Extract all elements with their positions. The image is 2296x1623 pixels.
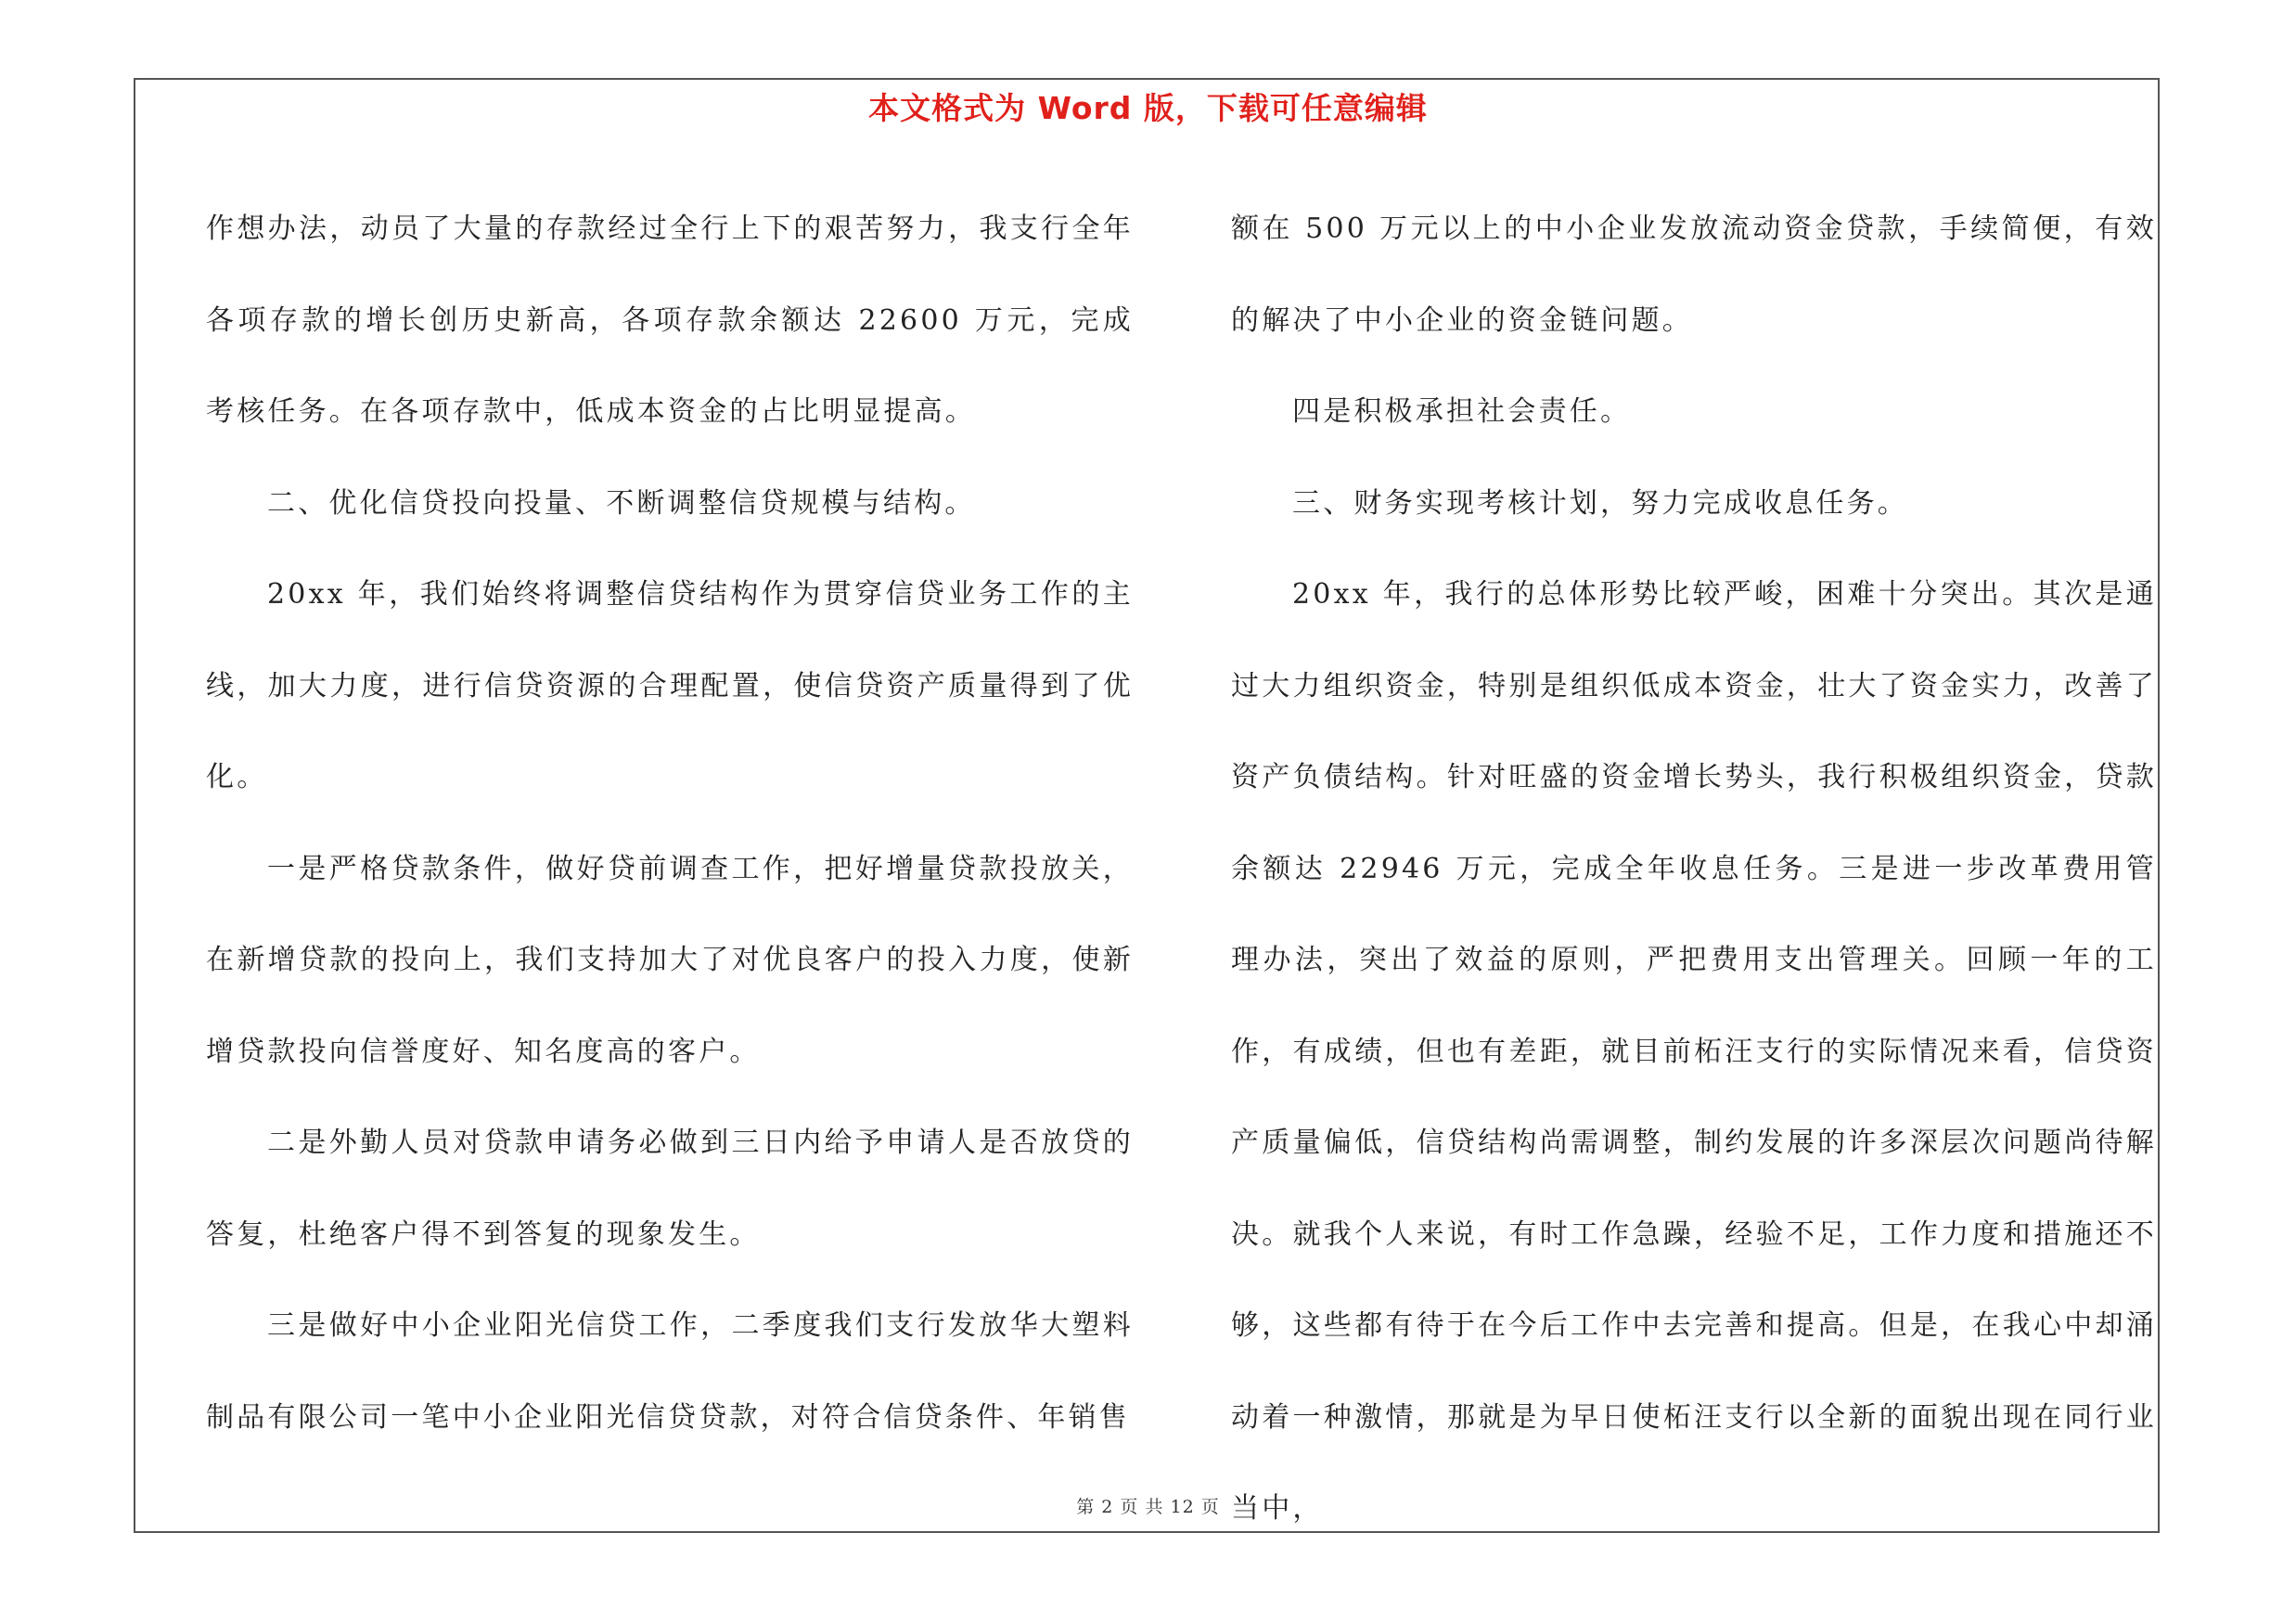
section-heading: 二、优化信贷投向投量、不断调整信贷规模与结构。 [267, 486, 976, 520]
paragraph: 二是外勤人员对贷款申请务必做到三日内给予申请人是否放贷的答复，杜绝客户得不到答复的现象发生。 [206, 1127, 1134, 1251]
paragraph: 20xx 年，我们始终将调整信贷结构作为贯穿信贷业务工作的主线，加大力度，进行信贷资源的合理配置，使信贷资产质量得到了优化。 [206, 578, 1134, 793]
word-format-banner: 本文格式为 Word 版，下载可任意编辑 [868, 90, 1428, 126]
paragraph: 作想办法，动员了大量的存款经过全行上下的艰苦努力，我支行全年各项存款的增长创历史新高，各项存款余额达 22600 万元，完成考核任务。在各项存款中，低成本资金的占比明显提高。 [206, 213, 1134, 428]
page-number-footer: 第 2 页 共 12 页 [1076, 1497, 1220, 1517]
paragraph: 四是积极承担社会责任。 [1292, 395, 1632, 428]
paragraph: 三是做好中小企业阳光信贷工作，二季度我们支行发放华大塑料制品有限公司一笔中小企业阳光信贷贷款，对符合信贷条件、年销售 [206, 1309, 1134, 1434]
paragraph: 额在 500 万元以上的中小企业发放流动资金贷款，手续简便，有效的解决了中小企业的资金链问题。 [1231, 213, 2157, 337]
left-text-column [206, 184, 1134, 1463]
paragraph: 一是严格贷款条件，做好贷前调查工作，把好增量贷款投放关，在新增贷款的投向上，我们支持加大了对优良客户的投入力度，使新增贷款投向信誉度好、知名度高的客户。 [206, 852, 1134, 1068]
right-text-column [1231, 184, 2157, 1555]
paragraph: 20xx 年，我行的总体形势比较严峻，困难十分突出。其次是通过大力组织资金，特别是组织低成本资金，壮大了资金实力，改善了资产负债结构。针对旺盛的资金增长势头，我行积极组织资金，贷款余额达 22946 万元，完成全年收息任务。三是进一步改革费用管理办法，突出了效益的原则，严把费用支出管理关。回顾一年的工作，有成绩，但也有差距，就目前柘汪支行的实际情况来看，信贷资产质量偏低，信贷结构尚需调整，制约发展的许多深层次问题尚待解决。就我个人来说，有时工作急躁，经验不足，工作力度和措施还不够，这些都有待于在今后工作中去完善和提高。但是，在我心中却涌动着一种激情，那就是为早日使柘汪支行以全新的面貌出现在同行业当中， [1231, 578, 2157, 1525]
section-heading: 三、财务实现考核计划，努力完成收息任务。 [1292, 486, 1908, 520]
